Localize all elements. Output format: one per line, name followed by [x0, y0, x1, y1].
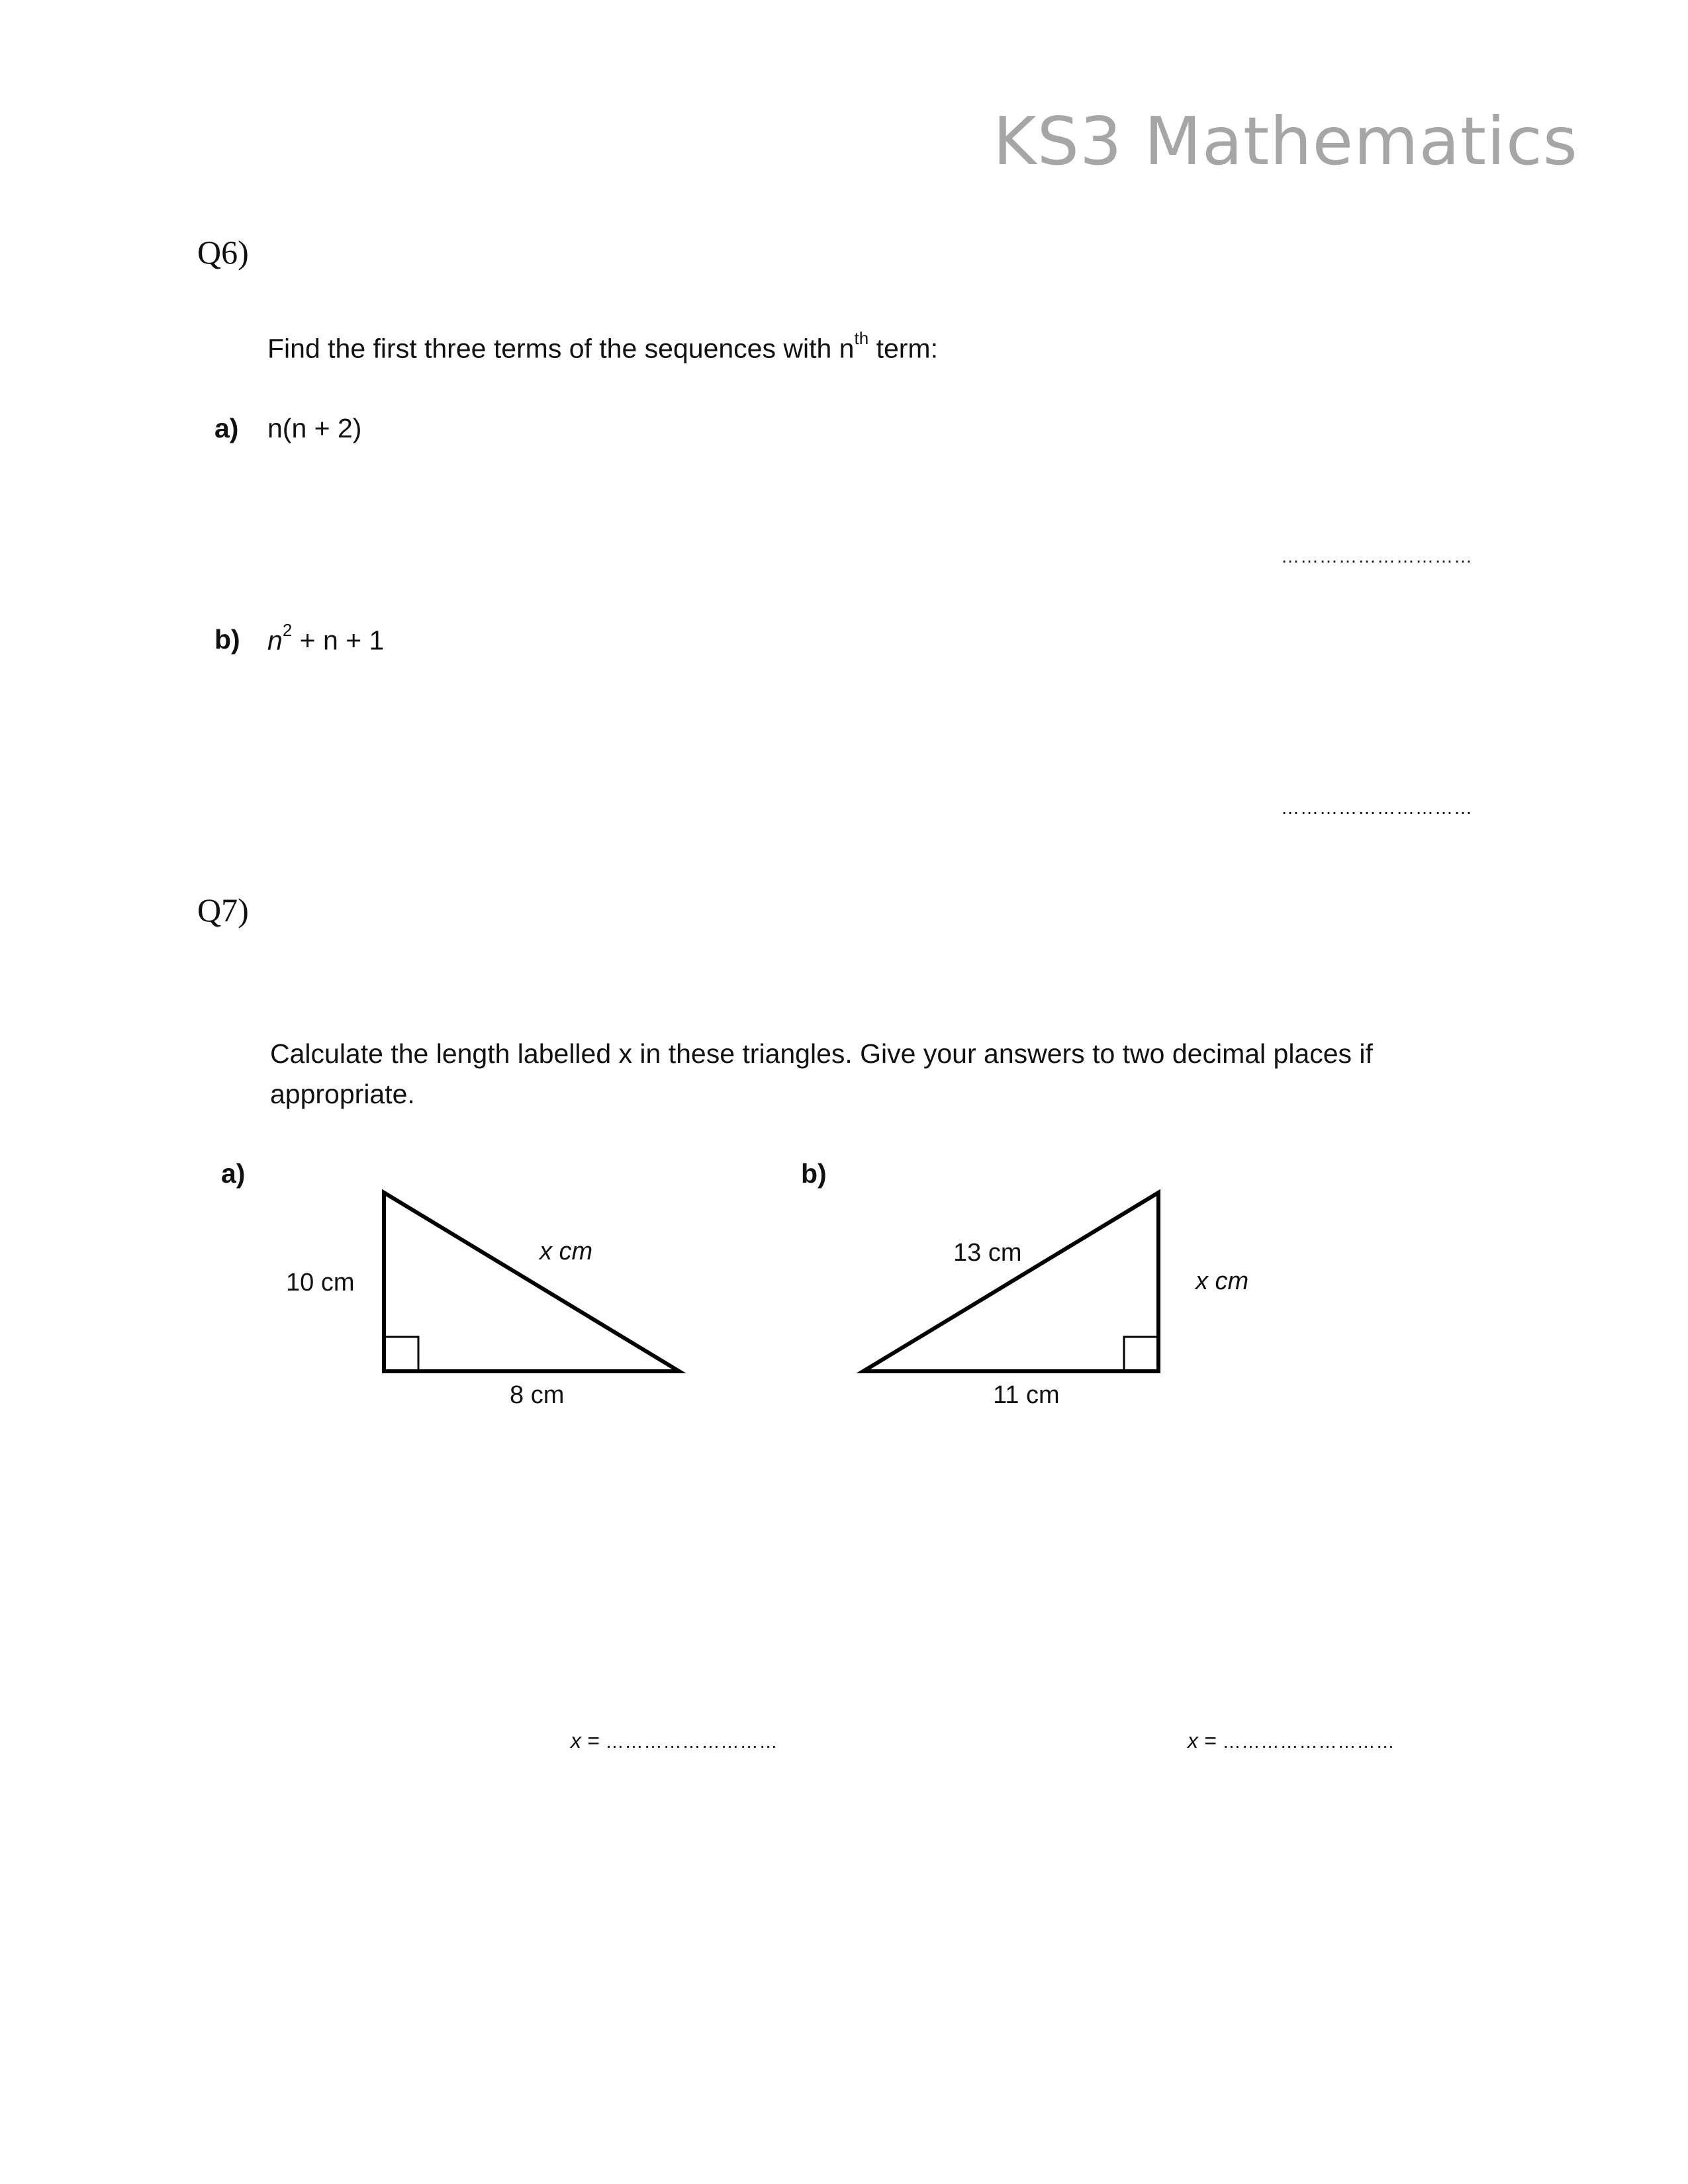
triangle-a-vertical-side-label: 10 cm	[286, 1269, 355, 1297]
q6-part-a-expression: n(n + 2)	[267, 413, 362, 443]
triangle-a-diagram	[371, 1178, 688, 1383]
triangle-b-diagram	[854, 1178, 1172, 1383]
q6-instruction-text: Find the first three terms of the sequences with n	[267, 333, 855, 364]
q6-instruction-end: term:	[868, 333, 938, 364]
question-7-number: Q7)	[197, 891, 249, 929]
q6-b-expression-rest: + n + 1	[292, 625, 385, 656]
triangle-a-base-label: 8 cm	[510, 1381, 565, 1409]
q7-a-answer-prefix: x =	[571, 1729, 606, 1752]
triangle-a-hypotenuse-label: x cm	[539, 1238, 593, 1265]
q6-part-b-answer-line[interactable]: …………………………	[1281, 797, 1473, 818]
q7-part-a-answer[interactable]	[571, 1729, 778, 1753]
q6-b-expression-exponent: 2	[282, 620, 293, 640]
triangle-b-hypotenuse-label: 13 cm	[953, 1239, 1022, 1267]
q7-part-b-answer[interactable]	[1188, 1729, 1395, 1753]
q7-b-answer-dots[interactable]: ………………………	[1222, 1731, 1395, 1752]
q7-b-answer-prefix: x =	[1188, 1729, 1223, 1752]
q6-part-a-answer-line[interactable]: …………………………	[1281, 546, 1473, 567]
triangle-b-right-angle-marker	[1124, 1337, 1158, 1371]
q6-part-a-label: a)	[214, 413, 239, 443]
q7-part-a-label: a)	[221, 1158, 246, 1189]
q7-part-b-label: b)	[801, 1158, 827, 1189]
q6-b-expression-base: n	[267, 625, 283, 656]
triangle-a-shape	[384, 1193, 679, 1371]
q6-instruction-superscript: th	[854, 328, 869, 348]
question-6-number: Q6)	[197, 234, 249, 271]
triangle-a-right-angle-marker	[384, 1337, 418, 1371]
q7-instruction-line-1: Calculate the length labelled x in these triangles. Give your answers to two decimal places if	[270, 1038, 1373, 1069]
triangle-b-base-label: 11 cm	[993, 1381, 1060, 1409]
page-header-title: KS3 Mathematics	[993, 103, 1578, 180]
q6-part-b-label: b)	[214, 624, 240, 655]
q6-part-b-expression	[267, 620, 385, 657]
triangle-b-shape	[863, 1193, 1158, 1371]
q7-instruction-line-2: appropriate.	[270, 1079, 415, 1109]
q6-instruction	[267, 328, 938, 365]
triangle-b-vertical-side-label: x cm	[1196, 1267, 1249, 1295]
q7-a-answer-dots[interactable]: ………………………	[605, 1731, 778, 1752]
